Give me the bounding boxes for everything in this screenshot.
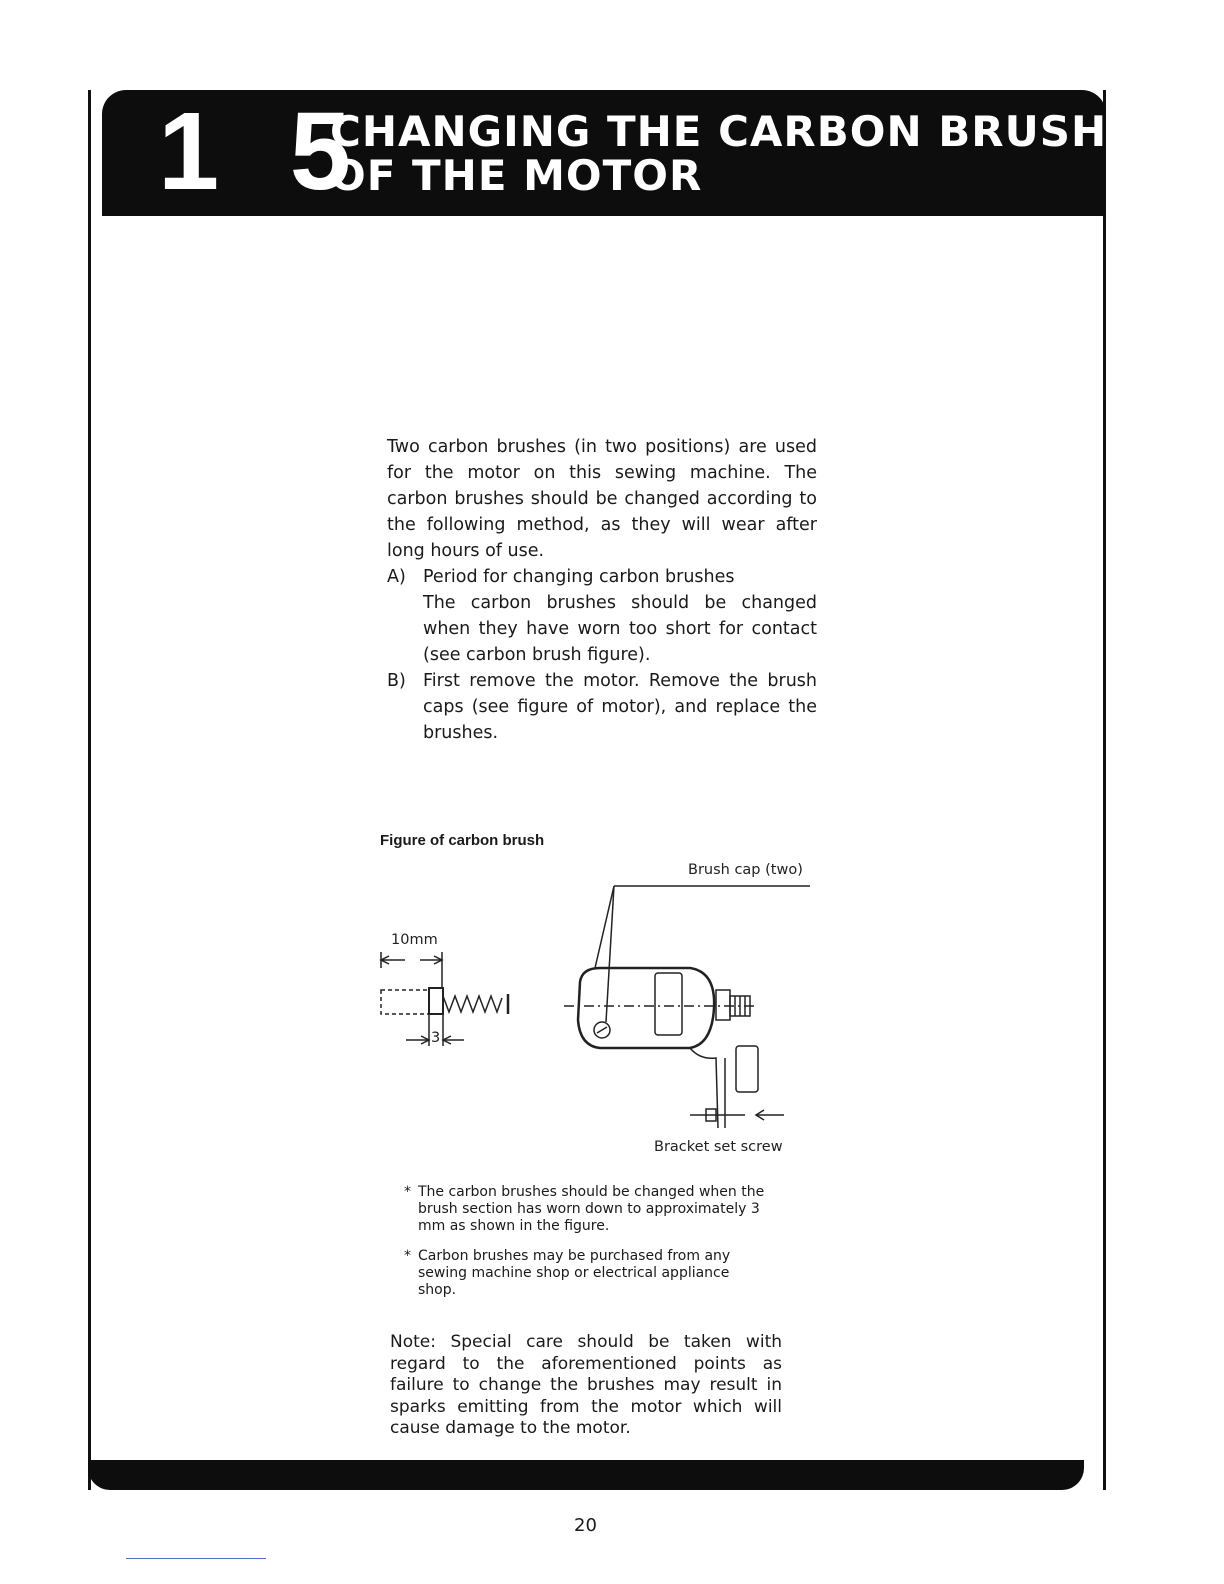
list-label: B) xyxy=(387,671,406,691)
brush-cap-label: Brush cap (two) xyxy=(688,862,803,878)
motor-bracket xyxy=(690,1048,718,1128)
note-text: The carbon brushes should be changed when the brush section has worn down to approximately 3 mm as shown in the figure. xyxy=(418,1184,765,1234)
note-item xyxy=(404,1248,768,1299)
note-item xyxy=(404,1184,774,1235)
motor-body xyxy=(578,968,714,1048)
page-number: 20 xyxy=(574,1515,597,1536)
brush-worn-outline xyxy=(381,990,429,1014)
chapter-title-line2: OF THE MOTOR xyxy=(330,151,703,200)
scan-artifact-line xyxy=(126,1558,266,1559)
page-footer-bar xyxy=(88,1460,1084,1490)
brush-remaining xyxy=(429,988,443,1014)
brush-cap-slot xyxy=(597,1027,607,1033)
figure-caption: Figure of carbon brush xyxy=(380,832,545,849)
list-label: A) xyxy=(387,567,406,587)
chapter-title-line1: CHANGING THE CARBON BRUSHES xyxy=(330,107,1169,156)
motor-window xyxy=(655,973,682,1035)
brush-spring xyxy=(443,996,502,1012)
note-star: * xyxy=(404,1184,411,1200)
note-text: Special care should be taken with regard to the aforementioned points as failure to change the brushes may result in sparks emitting from the motor which will cause damage to the motor. xyxy=(390,1332,783,1438)
wear-limit-label: 3 xyxy=(431,1030,441,1046)
note-label: Note: xyxy=(390,1332,436,1352)
motor-shaft-housing xyxy=(716,990,730,1020)
note-paragraph xyxy=(390,1332,782,1440)
list-text: First remove the motor. Remove the brush caps (see figure of motor), and replace the brushes. xyxy=(423,671,817,743)
chapter-number: 1 5 xyxy=(158,90,371,213)
note-text: Carbon brushes may be purchased from any sewing machine shop or electrical appliance shop. xyxy=(418,1248,731,1298)
brush-length-label: 10mm xyxy=(391,932,438,948)
list-text: The carbon brushes should be changed when they have worn too short for contact (see carbon brush figure). xyxy=(423,593,817,665)
bracket-screw-label: Bracket set screw xyxy=(654,1139,783,1155)
motor-switch xyxy=(736,1046,758,1092)
note-star: * xyxy=(404,1248,411,1264)
intro-paragraph: Two carbon brushes (in two positions) are used for the motor on this sewing machine. The carbon brushes should be changed according to the following method, as they will wear after long hours of use. xyxy=(387,437,817,561)
list-heading: Period for changing carbon brushes xyxy=(423,567,735,587)
